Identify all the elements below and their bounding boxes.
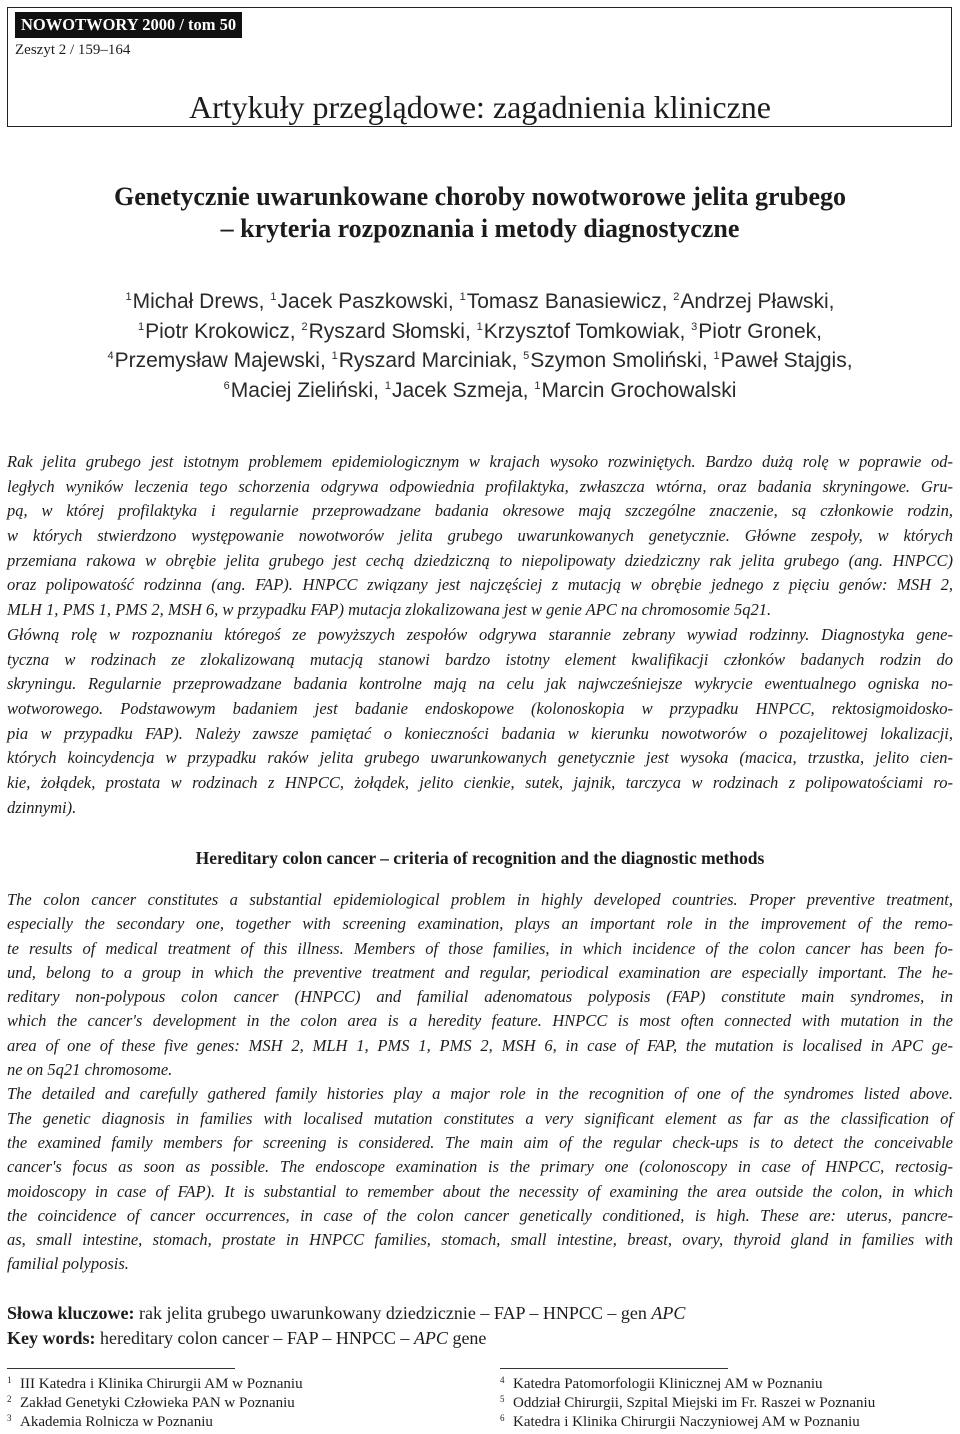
keywords-pl: [7, 1301, 953, 1326]
author: [714, 349, 853, 372]
author-name: Michał Drews: [132, 290, 259, 313]
journal-label: NOWOTWORY 2000 / tom 50: [15, 12, 242, 38]
abstract-line: skryningu. Regularnie przeprowadzane badania kontrolne mają na celu jak najwcześniejsze wykrycie ewentualnego ogniska no-: [7, 674, 953, 694]
abstract-line: dzinnymi).: [7, 797, 77, 817]
abstract-line: cancer's focus as soon as possible. The endoscope examination is the primary one (colonoscopy in case of HNPCC, rectosig-: [7, 1157, 953, 1177]
keywords-en: [7, 1326, 953, 1351]
author-affiliation-mark: 1: [270, 291, 277, 303]
author-affiliation-mark: 1: [331, 350, 338, 362]
abstract-line: The genetic diagnosis in families with localised mutation constitutes a very significant element as far as the classification of: [7, 1108, 953, 1128]
author: [224, 379, 379, 402]
author-affiliation-mark: 5: [523, 350, 530, 362]
author: [691, 320, 822, 343]
keywords-label: Key words:: [7, 1328, 96, 1348]
author: [332, 349, 518, 372]
author: [270, 290, 453, 313]
author-name: Piotr Krokowicz: [145, 319, 290, 343]
abstract-line: area of one of these five genes: MSH 2, MLH 1, PMS 1, PMS 2, MSH 6, in case of FAP, the mutation is localised in APC ge-: [7, 1035, 953, 1055]
author-name: Andrzej Pławski: [680, 290, 829, 313]
author: [107, 349, 325, 372]
affiliation-text: III Katedra i Klinika Chirurgii AM w Poznaniu: [20, 1376, 303, 1392]
author-name: Paweł Stajgis: [720, 349, 847, 372]
author-name: Maciej Zieliński: [230, 378, 374, 402]
affiliation-note: 3 Akademia Rolnicza w Poznaniu: [7, 1413, 213, 1430]
author-name: Ryszard Słomski: [308, 319, 465, 343]
keywords-text: gene: [452, 1328, 487, 1348]
author: [534, 379, 736, 402]
abstract-line: oraz polipowatość rodzinna (ang. FAP). HNPCC związany jest najczęściej z mutacją w obrębie jednego z pięciu genów: MSH 2,: [7, 575, 953, 595]
abstract-line: kie, żołądek, prostata w rodzinach z HNPCC, żołądek, jelito cienkie, sutek, jajnik, tarczyca w rodzinach z polipowatościami ro-: [7, 772, 953, 792]
article-title: [7, 181, 953, 245]
author-name: Tomasz Banasiewicz: [466, 290, 662, 313]
author-affiliation-mark: 1: [713, 350, 720, 362]
abstract-line: pą, w której profilaktyka i regularnie przeprowadzane badania okresowe mają szczególne znaczenie, są członkowie rodzin,: [7, 501, 953, 521]
abstract-line: w których stwierdzono występowanie nowotworów jelita grubego uwarunkowanych genetycznie. Główne zespoły, w których: [7, 526, 953, 546]
article-title-line: – kryteria rozpoznania i metody diagnostyczne: [220, 214, 740, 243]
abstract-line: przemiana rakowa w obrębie jelita grubego jest cechą dziedziczną to niepolipowaty dziedziczny rak jelita grubego (ang. HNPCC): [7, 550, 953, 570]
abstract-paragraph: [7, 888, 953, 1082]
abstract-line: wotworowego. Podstawowym badaniem jest badanie endoskopowe (kolonoskopia w przypadku HNPCC, rektosigmoidosko-: [7, 698, 953, 718]
abstract-line: und, belong to a group in which the preventive treatment and regular, periodical examination are especially important. The he-: [7, 962, 953, 982]
author-name: Przemysław Majewski: [114, 349, 320, 372]
affiliation-text: Katedra Patomorfologii Klinicznej AM w Poznaniu: [513, 1376, 823, 1392]
author-affiliation-mark: 1: [534, 379, 541, 392]
author-affiliation-mark: 1: [137, 320, 145, 333]
author-separator: ,: [661, 290, 668, 313]
gene-name: APC: [413, 1328, 448, 1348]
keywords-text: rak jelita grubego uwarunkowany dziedzicznie – FAP – HNPCC – gen: [139, 1303, 647, 1323]
author-list: [7, 287, 953, 405]
footnote-rule: [500, 1368, 728, 1369]
author-affiliation-mark: 4: [107, 350, 114, 362]
abstract-line: Rak jelita grubego jest istotnym problemem epidemiologicznym w krajach wysoko rozwiniętych. Bardzo dużą rolę w poprawie od-: [7, 452, 953, 471]
abstract-line: których koincydencja w przypadku raków jelita grubego uwarunkowanych genetycznie jest wysoka (macica, trzustka, jelito cien-: [7, 748, 953, 768]
author-separator: ,: [679, 319, 686, 343]
abstract-line: Główną rolę w rozpoznaniu któregoś ze powyższych zespołów odgrywa starannie zebrany wywiad rodzinny. Diagnostyka gene-: [7, 624, 953, 644]
author-separator: ,: [447, 290, 454, 313]
author-separator: ,: [289, 319, 296, 343]
author: [477, 320, 686, 343]
author-name: Jacek Paszkowski: [277, 290, 448, 313]
abstract-line: ne on 5q21 chromosome.: [7, 1060, 173, 1080]
author-affiliation-mark: 3: [691, 320, 698, 333]
abstract-pl: [7, 450, 953, 820]
author-name: Ryszard Marciniak: [338, 349, 512, 372]
affiliation-notes: [7, 1375, 487, 1432]
abstract-line: which the cancer's development in the colon area is a heredity feature. HNPCC is most often connected with mutation in the: [7, 1011, 953, 1031]
author-affiliation-mark: 6: [223, 379, 230, 392]
gene-name: APC: [651, 1303, 686, 1323]
author-list-line: [7, 287, 953, 317]
issue-info: Zeszyt 2 / 159–164: [15, 42, 131, 58]
keywords-label: Słowa kluczowe:: [7, 1303, 135, 1323]
abstract-line: familial polyposis.: [7, 1254, 129, 1274]
author: [301, 320, 470, 343]
abstract-line: The detailed and carefully gathered family histories play a major role in the recognition of one of the syndromes listed above.: [7, 1084, 953, 1104]
author: [138, 320, 296, 343]
author-affiliation-mark: 2: [673, 291, 680, 303]
author-separator: ,: [816, 319, 823, 343]
abstract-line: pia w przypadku FAP). Należy zawsze pamiętać o konieczności badania w kierunku nowotworów o pozajelitowej lokalizacji,: [7, 723, 953, 743]
author-affiliation-mark: 1: [459, 291, 466, 303]
author-affiliation-mark: 2: [301, 320, 308, 333]
section-title: Artykuły przeglądowe: zagadnienia kliniczne: [189, 89, 771, 125]
abstract-line: the examined family members for screening is considered. The main aim of the regular check-ups is to detect the conceivable: [7, 1132, 953, 1152]
affiliation-note: 5 Oddział Chirurgii, Szpital Miejski im Fr. Raszei w Poznaniu: [500, 1394, 876, 1411]
affiliation-text: Akademia Rolnicza w Poznaniu: [20, 1414, 213, 1430]
affiliation-text: Katedra i Klinika Chirurgii Naczyniowej AM w Poznaniu: [513, 1414, 860, 1430]
affiliation-note: 4 Katedra Patomorfologii Klinicznej AM w Poznaniu: [500, 1375, 823, 1392]
abstract-paragraph: [7, 450, 953, 623]
abstract-en-heading: Hereditary colon cancer – criteria of recognition and the diagnostic methods: [195, 848, 765, 868]
author-separator: ,: [846, 349, 853, 372]
author-separator: ,: [373, 378, 379, 402]
abstract-line: tyczna w rodzinach ze zlokalizowaną mutacją stanowi bardzo istotny element kwalifikacji członków badanych rodzin do: [7, 649, 953, 669]
author-separator: ,: [828, 290, 835, 313]
author-separator: ,: [258, 290, 265, 313]
author-separator: ,: [319, 349, 326, 372]
author-name: Piotr Gronek: [698, 319, 817, 343]
abstract-line: te results of medical treatment of this illness. Members of those families, in which incidence of the colon cancer has been fo-: [7, 938, 953, 958]
abstract-paragraph: [7, 623, 953, 821]
author-name: Szymon Smoliński: [530, 349, 702, 372]
affiliation-text: Oddział Chirurgii, Szpital Miejski im Fr. Raszei w Poznaniu: [513, 1395, 876, 1411]
affiliation-note: 1 III Katedra i Klinika Chirurgii AM w Poznaniu: [7, 1375, 303, 1392]
author-separator: ,: [522, 378, 529, 402]
author-name: Jacek Szmeja: [391, 378, 523, 402]
affiliation-notes: [500, 1375, 955, 1432]
author-separator: ,: [701, 349, 708, 372]
abstract-line: The colon cancer constitutes a substantial epidemiological problem in highly developed countries. Proper preventive treatment,: [7, 890, 953, 909]
author-affiliation-mark: 1: [476, 320, 483, 333]
author-list-line: [7, 346, 953, 376]
article-title-line: Genetycznie uwarunkowane choroby nowotworowe jelita grubego: [113, 182, 847, 211]
affiliation-note: 6 Katedra i Klinika Chirurgii Naczyniowej AM w Poznaniu: [500, 1413, 860, 1430]
abstract-line: as, small intestine, stomach, prostate in HNPCC families, stomach, small intestine, breast, ovary, thyroid gland in families with: [7, 1230, 953, 1250]
author-list-line: [7, 317, 953, 347]
author-name: Marcin Grochowalski: [541, 378, 737, 402]
author-affiliation-mark: 1: [384, 379, 391, 392]
author-affiliation-mark: 1: [125, 291, 132, 303]
abstract-line: the coincidence of cancer occurrences, in case of the colon cancer genetically conditioned, is high. These are: uterus, pancre-: [7, 1205, 953, 1225]
author-separator: ,: [464, 319, 471, 343]
author-separator: ,: [511, 349, 518, 372]
author: [523, 349, 708, 372]
abstract-line: MLH 1, PMS 1, PMS 2, MSH 6, w przypadku FAP) mutacja zlokalizowana jest w genie APC na chromosomie 5q21.: [7, 600, 772, 620]
affiliation-note: 2 Zakład Genetyki Człowieka PAN w Poznaniu: [7, 1394, 295, 1411]
author: [126, 290, 265, 313]
abstract-line: especially the secondary one, together with screening examination, plays an important role in the improvement of the remo-: [7, 914, 953, 934]
abstract-line: reditary non-polypous colon cancer (HNPCC) and familial adenomatous polyposis (FAP) constitute main syndromes, in: [7, 987, 953, 1007]
abstract-line: moidoscopy in case of FAP). It is substantial to remember about the necessity of examining the area outside the colon, in which: [7, 1181, 953, 1201]
author-list-line: [7, 376, 953, 406]
affiliation-text: Zakład Genetyki Człowieka PAN w Poznaniu: [20, 1395, 295, 1411]
footnote-rule: [7, 1368, 235, 1369]
abstract-paragraph: [7, 1082, 953, 1276]
author: [460, 290, 668, 313]
abstract-line: ległych wyników leczenia tego schorzenia odgrywa odpowiednia profilaktyka, zwłaszcza wtórna, oraz badania skryningowe. Gru-: [7, 476, 953, 496]
keywords-text: hereditary colon cancer – FAP – HNPCC –: [100, 1328, 410, 1348]
author: [673, 290, 834, 313]
author: [385, 379, 529, 402]
abstract-en: [7, 888, 953, 1277]
author-name: Krzysztof Tomkowiak: [483, 319, 680, 343]
